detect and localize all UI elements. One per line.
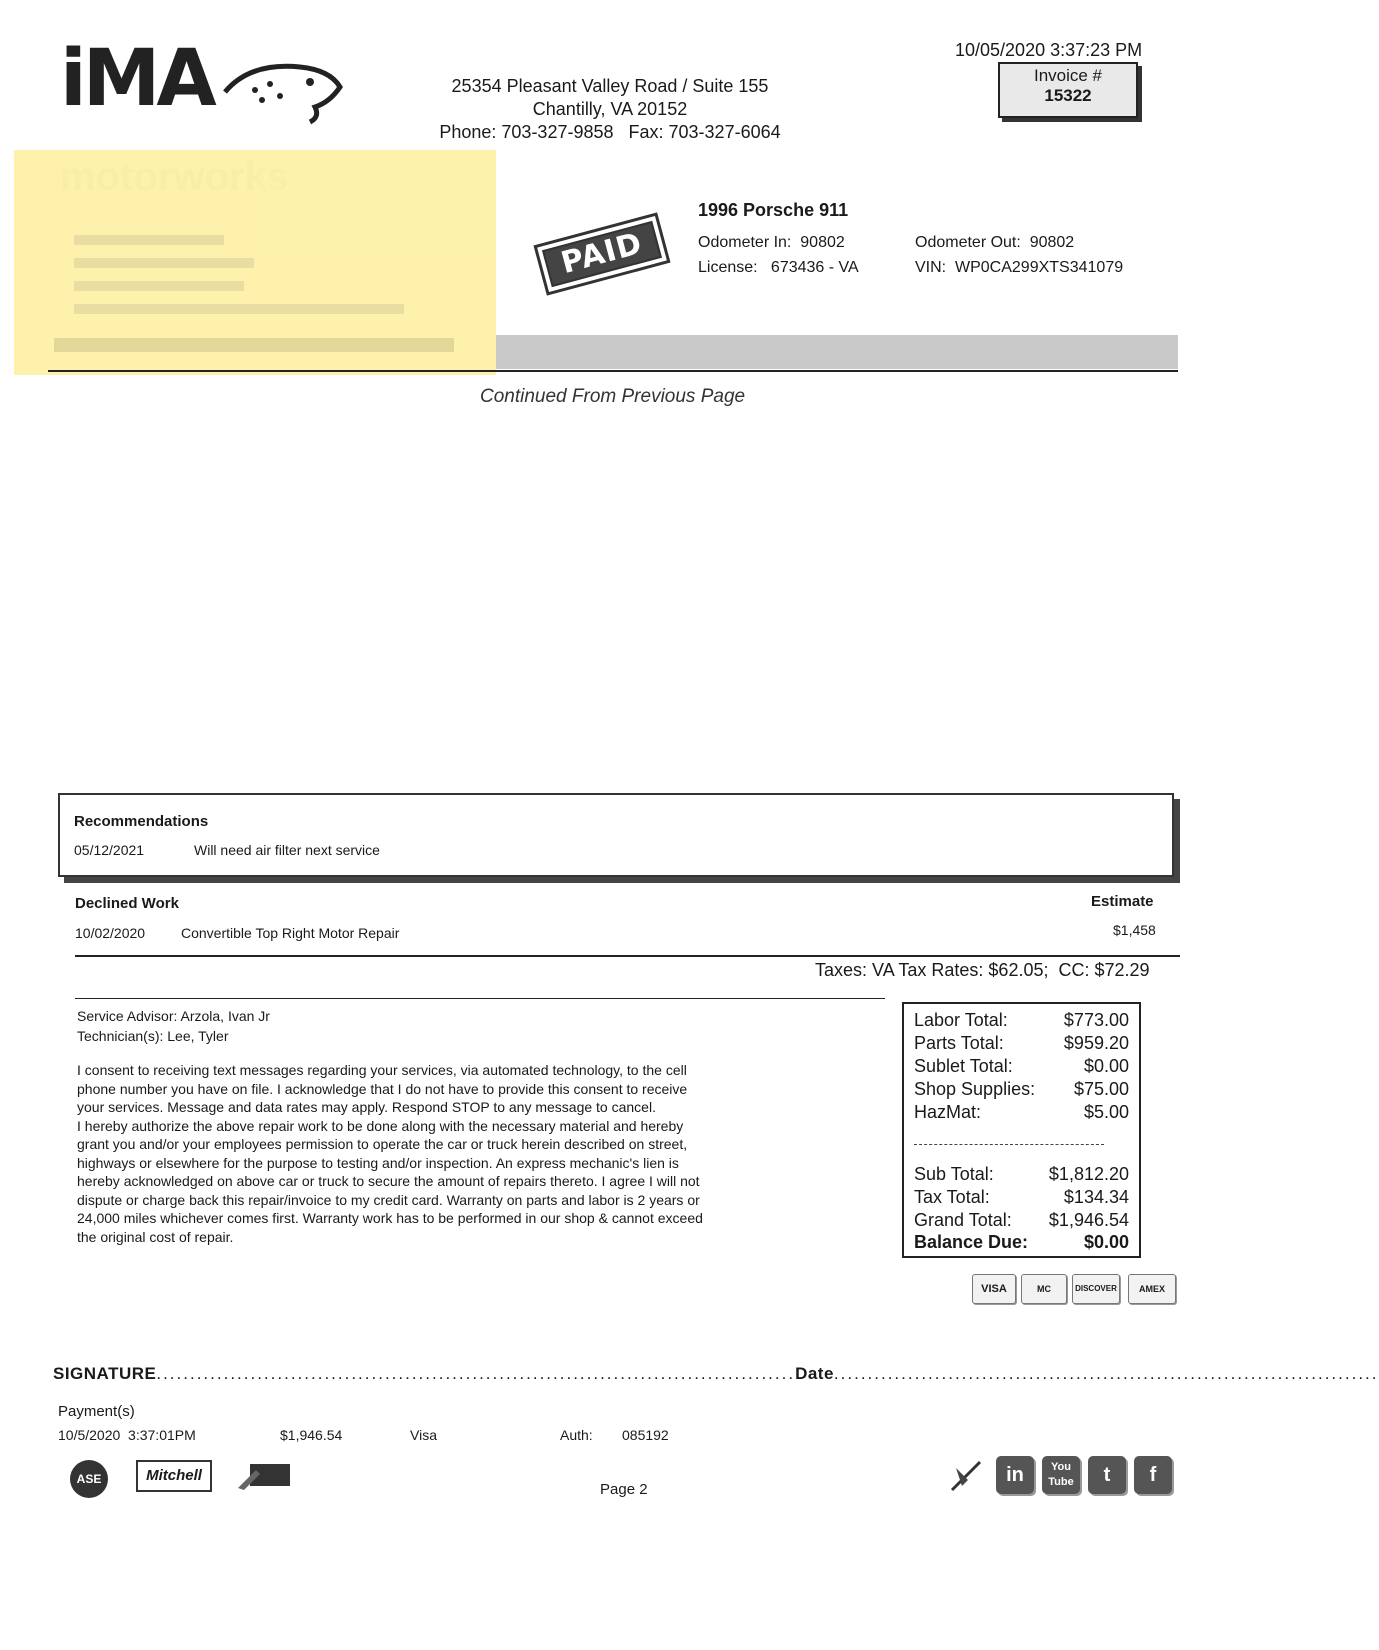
totals-separator — [914, 1144, 1104, 1145]
hazmat-label: HazMat: — [914, 1102, 982, 1122]
header-rule — [48, 370, 1178, 372]
payment-date: 10/5/2020 3:37:01PM — [58, 1427, 196, 1443]
address-line2: Chantilly, VA 20152 — [532, 99, 688, 119]
labor-total-label: Labor Total: — [914, 1010, 1008, 1030]
payments-title: Payment(s) — [58, 1403, 135, 1420]
paid-stamp-text: PAID — [542, 221, 662, 287]
invoice-number-box — [998, 62, 1138, 118]
invoice-label: Invoice # — [1033, 66, 1103, 85]
phone-fax: Phone: 703-327-9858 Fax: 703-327-6064 — [439, 122, 781, 142]
auth-code: 085192 — [622, 1427, 669, 1443]
declined-description: Convertible Top Right Motor Repair — [181, 925, 400, 941]
mastercard-icon: MC — [1021, 1274, 1067, 1304]
linkedin-icon[interactable]: in — [996, 1456, 1034, 1494]
estimate-header: Estimate — [1091, 893, 1154, 910]
cheetah-icon — [220, 52, 350, 132]
shop-supplies-value: $75.00 — [1073, 1079, 1129, 1099]
facebook-icon[interactable]: f — [1134, 1456, 1172, 1494]
tax-total-value: $134.34 — [1063, 1187, 1129, 1207]
vin: VIN: WP0CA299XTS341079 — [915, 259, 1124, 276]
discover-icon: DISCOVER — [1072, 1274, 1120, 1304]
odometer-in: Odometer In: 90802 — [698, 234, 845, 251]
recommendations-box — [58, 793, 1174, 877]
shop-address — [400, 75, 820, 144]
signature-label: SIGNATURE — [53, 1364, 157, 1383]
youtube-icon[interactable]: You Tube — [1042, 1456, 1080, 1494]
signature-line: SIGNATURE...............................................................................................Date................................................................................. — [53, 1364, 1379, 1383]
sub-total-value: $1,812.20 — [1048, 1164, 1129, 1184]
payment-amount: $1,946.54 — [280, 1427, 343, 1443]
ase-icon: ASE — [70, 1460, 108, 1498]
parts-total-value: $959.20 — [1063, 1033, 1129, 1053]
taxes-summary: Taxes: VA Tax Rates: $62.05; CC: $72.29 — [815, 960, 1150, 980]
sublet-total-label: Sublet Total: — [914, 1056, 1013, 1076]
labor-total-value: $773.00 — [1063, 1010, 1129, 1030]
payment-method: Visa — [410, 1427, 437, 1443]
continued-notice: Continued From Previous Page — [480, 386, 746, 407]
grand-total-value: $1,946.54 — [1048, 1210, 1129, 1230]
recommendation-text: Will need air filter next service — [194, 842, 380, 858]
no-tools-icon — [948, 1458, 984, 1494]
visa-icon: VISA — [972, 1274, 1016, 1304]
declined-rule — [75, 955, 1180, 957]
vehicle-title: 1996 Porsche 911 — [698, 200, 849, 220]
totals-box — [902, 1002, 1141, 1258]
mitchell-icon: Mitchell — [136, 1460, 212, 1492]
declined-estimate: $1,458 — [1113, 922, 1156, 938]
recommendations-title: Recommendations — [74, 813, 209, 830]
technician: Technician(s): Lee, Tyler — [77, 1028, 229, 1044]
declined-work-title: Declined Work — [75, 895, 179, 912]
amex-icon: AMEX — [1128, 1274, 1176, 1304]
twitter-icon[interactable]: t — [1088, 1456, 1126, 1494]
authorization-text: I hereby authorize the above repair work to be done along with the necessary material and hereby grant you and/or your employees permission to operate the car or truck herein described on street, highways or elsewhere for the purpose to testing and/or inspection. An express mechanic's lien is hereby acknowledged on above car or truck to secure the amount of repairs thereto. I agree I will not dispute or charge back this repair/invoice to my credit card. Warranty on parts and labor is 2 years or 24,000 miles whichever comes first. Warranty work has to be performed in our shop & cannot exceed the original cost of repair. — [77, 1117, 703, 1245]
date-label: Date — [795, 1364, 834, 1383]
grand-total-label: Grand Total: — [914, 1210, 1012, 1230]
sub-total-label: Sub Total: — [914, 1164, 994, 1184]
odometer-out: Odometer Out: 90802 — [915, 234, 1075, 251]
balance-due-label: Balance Due: — [914, 1232, 1029, 1252]
shop-supplies-label: Shop Supplies: — [914, 1079, 1036, 1099]
service-advisor: Service Advisor: Arzola, Ivan Jr — [77, 1008, 270, 1024]
shop-logo — [60, 34, 360, 160]
balance-due-value: $0.00 — [1083, 1232, 1129, 1252]
address-line1: 25354 Pleasant Valley Road / Suite 155 — [451, 76, 769, 96]
hazmat-value: $5.00 — [1083, 1102, 1129, 1122]
sublet-total-value: $0.00 — [1083, 1056, 1129, 1076]
declined-date: 10/02/2020 — [75, 925, 146, 941]
logo-text: iMA — [60, 34, 213, 124]
recommendation-date: 05/12/2021 — [74, 842, 145, 858]
section-rule — [75, 998, 885, 999]
parts-total-label: Parts Total: — [914, 1033, 1004, 1053]
invoice-number: 15322 — [1044, 86, 1092, 105]
auth-label: Auth: — [560, 1427, 593, 1443]
invoice-datetime: 10/05/2020 3:37:23 PM — [955, 40, 1143, 60]
partner-icon — [236, 1460, 292, 1494]
tax-total-label: Tax Total: — [914, 1187, 990, 1207]
consent-text: I consent to receiving text messages regarding your services, via automated technology, to the cell phone number you have on file. I acknowledge that I do not have to provide this consent to receive your services. Message and data rates may apply. Respond STOP to any message to cancel. — [77, 1062, 688, 1115]
paid-stamp — [533, 212, 670, 295]
license: License: 673436 - VA — [698, 259, 859, 276]
legal-text — [77, 1061, 717, 1246]
redaction-overlay — [14, 150, 496, 375]
page-number: Page 2 — [600, 1481, 648, 1498]
header-band — [496, 335, 1178, 369]
